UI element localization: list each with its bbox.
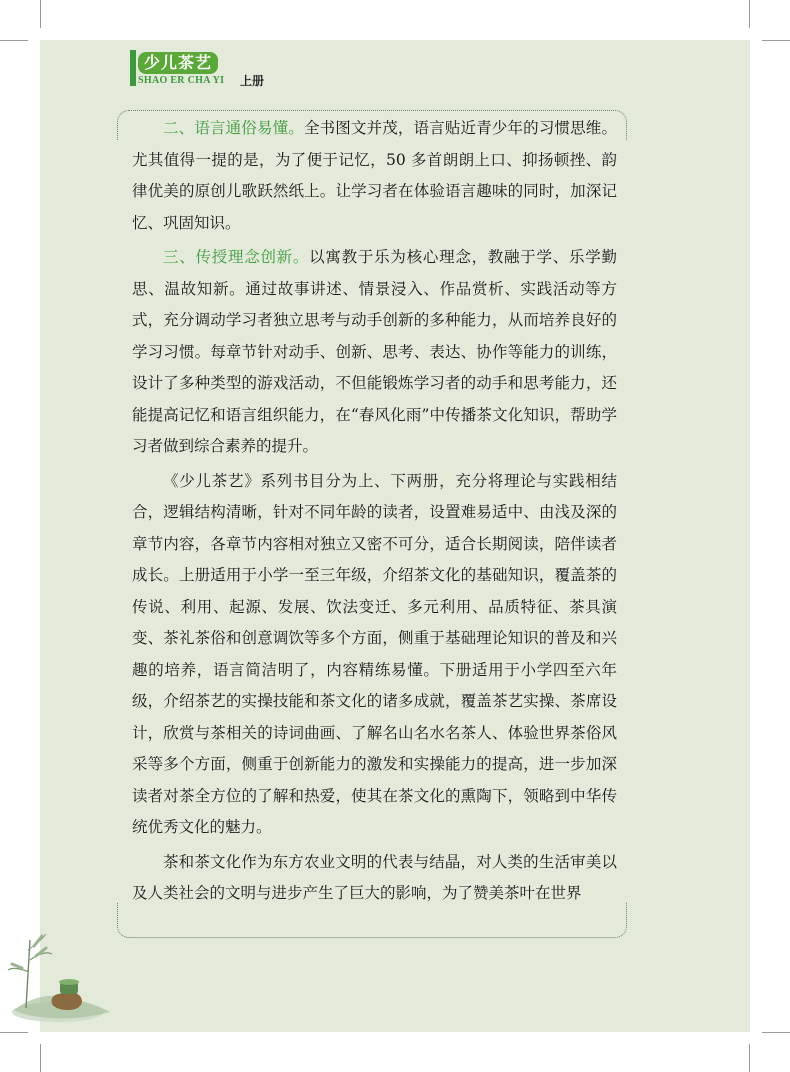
paragraph-body: 以寓教于乐为核心理念，教融于学、乐学勤思、温故知新。通过故事讲述、情景浸入、作品赏析、实践活动等方式，充分调动学习者独立思考与动手创新的多种能力，从而培养良好的学习习惯。每章节针对动手、创新、思考、表达、协作等能力的训练，设计了多种类型的游戏活动，不但能锻炼学习者的动手和思考能力，还能提高记忆和语言组织能力，在“春风化雨”中传播茶文化知识，帮助学习者做到综合素养的提升。 [132, 248, 617, 455]
frame-gap [114, 140, 122, 902]
crop-mark [0, 40, 28, 41]
book-logo [130, 50, 310, 90]
volume-label: 上册 [240, 74, 265, 88]
teapot-bamboo-illustration-icon [0, 920, 130, 1032]
crop-mark [0, 1032, 28, 1033]
logo-accent-bar [130, 50, 136, 86]
paragraph [132, 242, 617, 463]
paragraph-body: 全书图文并茂，语言贴近青少年的习惯思维。尤其值得一提的是，为了便于记忆，50 多首朗朗上口、抑扬顿挫、韵律优美的原创儿歌跃然纸上。让学习者在体验语言趣味的同时，加深记忆、巩固知识。 [132, 119, 617, 232]
crop-mark [40, 1044, 41, 1072]
crop-mark [762, 40, 790, 41]
paragraph: 《少儿茶艺》系列书目分为上、下两册，充分将理论与实践相结合，逻辑结构清晰，针对不同年龄的读者，设置难易适中、由浅及深的章节内容，各章节内容相对独立又密不可分，适合长期阅读，陪伴读者成长。上册适用于小学一至三年级，介绍茶文化的基础知识，覆盖茶的传说、利用、起源、发展、饮法变迁、多元利用、品质特征、茶具演变、茶礼茶俗和创意调饮等多个方面，侧重于基础理论知识的普及和兴趣的培养，语言简洁明了，内容精练易懂。下册适用于小学四至六年级，介绍茶艺的实操技能和茶文化的诸多成就，覆盖茶艺实操、茶席设计，欣赏与茶相关的诗词曲画、了解名山名水名茶人、体验世界茶俗风采等多个方面，侧重于创新能力的激发和实操能力的提高，进一步加深读者对茶全方位的了解和热爱，使其在茶文化的熏陶下，领略到中华传统优秀文化的魅力。 [132, 471, 617, 836]
logo-pinyin: SHAO ER CHA YI [138, 75, 225, 86]
paragraph-heading: 二、语言通俗易懂。 [163, 119, 304, 137]
logo-title: 少儿茶艺 [138, 52, 218, 74]
frame-gap [621, 140, 629, 902]
crop-mark [749, 1044, 750, 1072]
crop-mark [762, 1032, 790, 1033]
paragraph-heading: 三、传授理念创新。 [163, 248, 310, 266]
paragraph: 茶和茶文化作为东方农业文明的代表与结晶，对人类的生活审美以及人类社会的文明与进步产生了巨大的影响，为了赞美茶叶在世界 [132, 852, 617, 902]
crop-mark [40, 0, 41, 28]
crop-mark [749, 0, 750, 28]
body-text [132, 113, 617, 910]
paragraph [132, 113, 617, 239]
